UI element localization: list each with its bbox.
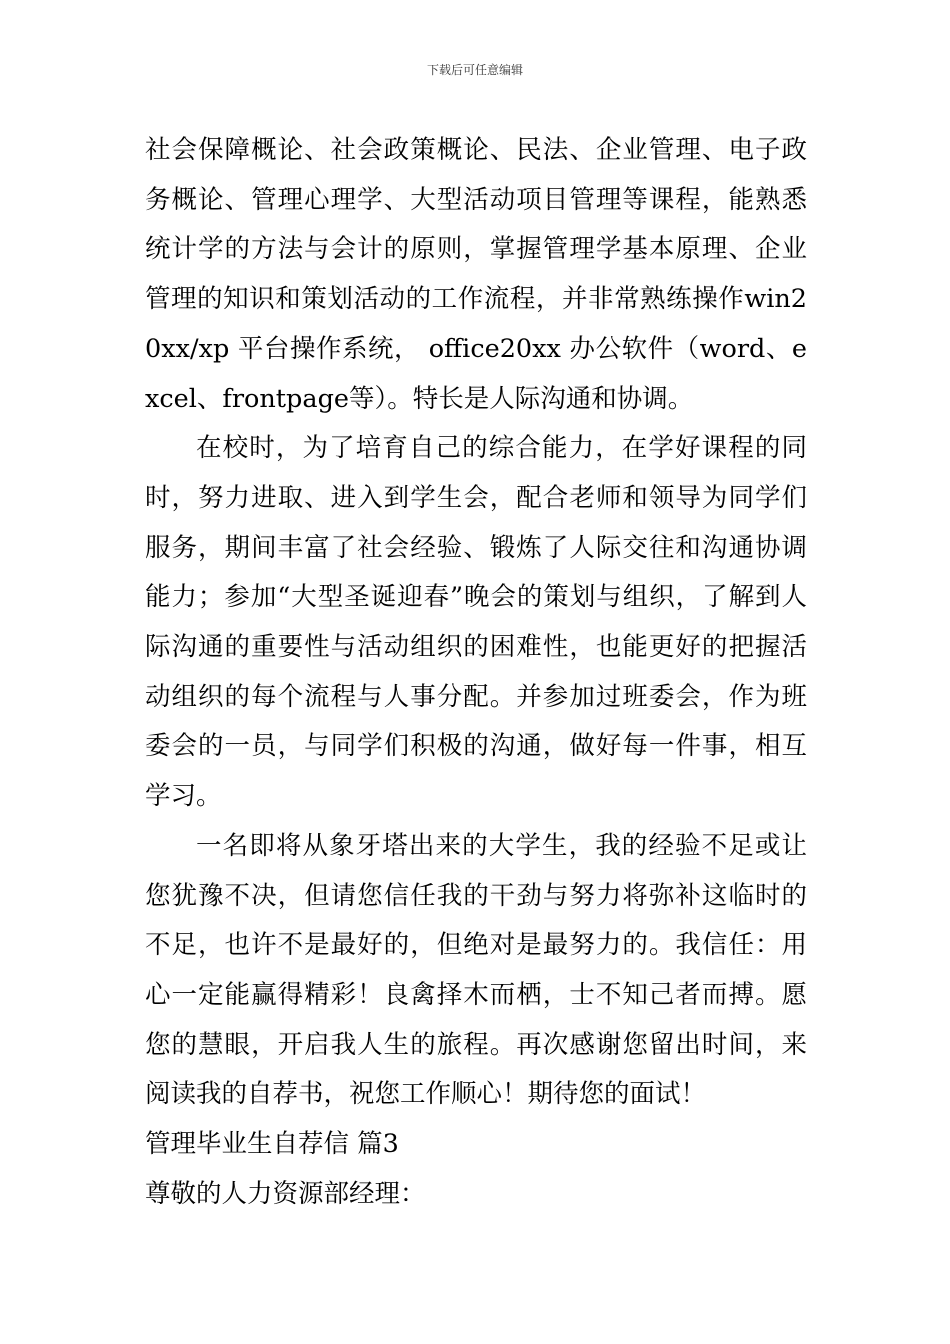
section-title: 管理毕业生自荐信 篇3 <box>145 1129 399 1160</box>
paragraph-skills: 社会保障概论、社会政策概论、民法、企业管理、电子政务概论、管理心理学、大型活动项目管理等课程，能熟悉统计学的方法与会计的原则，掌握管理学基本原理、企业管理的知识和策划活动的工作流程，并非常熟练操作win20xx/xp 平台操作系统， office20xx 办公软件（word、excel、frontpage等）。特长是人际沟通和协调。 <box>145 135 807 414</box>
paragraph-campus-activities: 在校时，为了培育自己的综合能力，在学好课程的同时，努力进取、进入到学生会，配合老师和领导为同学们服务，期间丰富了社会经验、锻炼了人际交往和沟通协调能力；参加“大型圣诞迎春”晚会的策划与组织，了解到人际沟通的重要性与活动组织的困难性，也能更好的把握活动组织的每个流程与人事分配。并参加过班委会，作为班委会的一员，与同学们积极的沟通，做好每一件事，相互学习。 <box>145 433 807 812</box>
salutation: 尊敬的人力资源部经理： <box>145 1178 426 1209</box>
paragraph-closing: 一名即将从象牙塔出来的大学生，我的经验不足或让您犹豫不决，但请您信任我的干劲与努力将弥补这临时的不足，也许不是最好的，但绝对是最努力的。我信任：用心一定能赢得精彩！良禽择木而栖，士不知己者而搏。愿您的慧眼，开启我人生的旅程。再次感谢您留出时间，来阅读我的自荐书，祝您工作顺心！期待您的面试！ <box>145 830 807 1110</box>
document-body <box>145 126 807 1219</box>
page-header-note: 下载后可任意编辑 <box>426 63 523 77</box>
